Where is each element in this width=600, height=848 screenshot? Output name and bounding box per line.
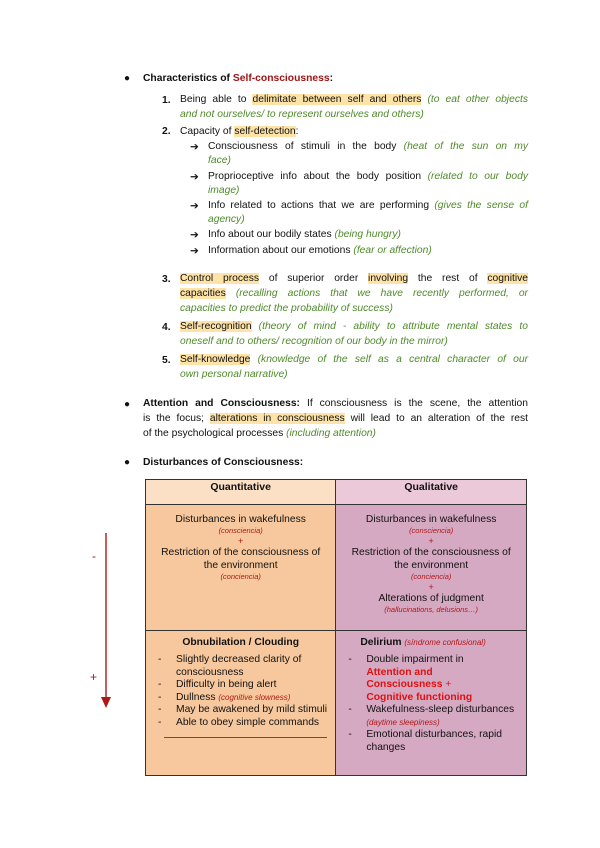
attention-line-2 bbox=[143, 412, 528, 427]
item-1-highlight: delimitate between self and others bbox=[252, 94, 422, 105]
cell-note: (consciencia) bbox=[409, 526, 454, 535]
arrow-icon: ➔ bbox=[190, 142, 199, 153]
item-1-note-1: (to eat other objects bbox=[427, 94, 528, 105]
arrow-item-text: Proprioceptive info about the body position bbox=[208, 171, 428, 182]
divider bbox=[164, 737, 327, 738]
cell-line: the environment bbox=[203, 560, 278, 571]
cell-note: (conciencia) bbox=[410, 572, 452, 581]
item-3-text-1: of superior order bbox=[259, 273, 369, 284]
cell-line: Restriction of the consciousness of bbox=[351, 547, 511, 558]
list-item: - Slightly decreased clarity of consciousness bbox=[158, 654, 302, 678]
attention-highlight: alterations in consciousness bbox=[209, 413, 345, 424]
item-4-line-1 bbox=[180, 320, 528, 335]
quantitative-top-cell bbox=[146, 505, 336, 631]
item-5-highlight: Self-knowledge bbox=[180, 354, 251, 365]
title-highlight: Self-consciousness bbox=[232, 73, 330, 84]
arrow-item-4 bbox=[208, 228, 401, 242]
item-2-line bbox=[180, 125, 299, 139]
scale-minus-label: - bbox=[92, 549, 96, 563]
section-title-self bbox=[143, 72, 333, 86]
arrow-item-note: (related to our body bbox=[427, 171, 528, 182]
item-number: 4. bbox=[162, 322, 171, 333]
arrow-icon: ➔ bbox=[190, 230, 199, 241]
item-1-line-1 bbox=[180, 93, 528, 108]
delirium-list bbox=[342, 654, 520, 754]
item-1-pre: Being able to bbox=[180, 94, 253, 105]
arrow-item-text: Info related to actions that we are performing bbox=[208, 200, 435, 211]
item-number: 5. bbox=[162, 355, 171, 366]
attention-text-2a: is the focus; bbox=[143, 413, 210, 424]
header-quantitative: Quantitative bbox=[146, 480, 336, 505]
item-3-highlight-2: involving bbox=[368, 273, 409, 284]
arrow-item-note: (gives the sense of bbox=[434, 200, 528, 211]
item-3-line-1 bbox=[180, 272, 528, 287]
disturbances-table bbox=[145, 479, 527, 776]
arrow-item-2 bbox=[208, 170, 528, 185]
item-number: 1. bbox=[162, 95, 171, 106]
title-suffix: : bbox=[329, 73, 334, 84]
item-5-line-1 bbox=[180, 353, 528, 368]
attention-line-3 bbox=[143, 427, 376, 441]
bullet-dot: ● bbox=[124, 457, 131, 468]
item-number: 3. bbox=[162, 274, 171, 285]
item-number: 2. bbox=[162, 126, 171, 137]
list-item: - Difficulty in being alert bbox=[158, 679, 277, 690]
attention-text-1: If consciousness is the scene, the attention bbox=[299, 398, 528, 409]
arrow-item-3 bbox=[208, 199, 528, 214]
arrow-item-text: Information about our emotions bbox=[208, 245, 354, 256]
list-item: - Emotional disturbances, rapid changes bbox=[348, 729, 502, 753]
quantitative-bottom-cell bbox=[146, 631, 336, 776]
arrow-item-5 bbox=[208, 244, 432, 258]
cell-note: (conciencia) bbox=[220, 572, 261, 581]
item-5-note-1: (knowledge of the self as a central character of our bbox=[257, 354, 528, 365]
arrow-item-note-2: agency) bbox=[208, 214, 245, 225]
item-3-note-2: capacities to predict the probability of success) bbox=[180, 303, 393, 314]
attention-title: Attention and Consciousness: bbox=[143, 398, 300, 409]
plus-sign: + bbox=[428, 582, 434, 592]
list-item: - Double impairment in Attention and Consciousness + Cognitive functioning bbox=[348, 654, 473, 703]
attention-note: (including attention) bbox=[286, 428, 376, 439]
attention-line-1 bbox=[143, 397, 528, 412]
arrow-item-note: (being hungry) bbox=[334, 229, 401, 240]
arrow-item-note-2: image) bbox=[208, 185, 240, 196]
bullet-dot: ● bbox=[124, 399, 131, 410]
item-4-note-2: oneself and to others/ recognition of our body in the mirror) bbox=[180, 336, 448, 347]
arrow-item-note: (fear or affection) bbox=[353, 245, 432, 256]
item-2-post: : bbox=[295, 126, 299, 137]
delirium-title: Delirium (síndrome confusional) bbox=[360, 637, 486, 648]
obnubilation-list bbox=[152, 654, 329, 729]
attention-text-2b: will lead to an alteration of the rest bbox=[344, 413, 528, 424]
qualitative-bottom-cell bbox=[336, 631, 527, 776]
item-3-highlight-3: cognitive bbox=[487, 273, 528, 284]
list-item: - Wakefulness-sleep disturbances (daytime sleepiness) bbox=[348, 704, 515, 727]
item-4-note-1: (theory of mind - ability to attribute mental states to bbox=[258, 321, 528, 332]
item-3-text-2: the rest of bbox=[408, 273, 488, 284]
scale-plus-label: + bbox=[90, 670, 98, 684]
obnubilation-title: Obnubilation / Clouding bbox=[182, 637, 299, 648]
item-3-highlight-4: capacities bbox=[180, 288, 226, 299]
arrow-item-text: Info about our bodily states bbox=[208, 229, 335, 240]
title-prefix: Characteristics of bbox=[143, 73, 233, 84]
list-item: - Dullness (cognitive slowness) bbox=[158, 691, 291, 703]
arrow-item-note: (heat of the sun on my bbox=[403, 141, 528, 152]
item-5-note-2: own personal narrative) bbox=[180, 369, 288, 380]
attention-text-3: of the psychological processes bbox=[143, 428, 287, 439]
item-2-pre: Capacity of bbox=[180, 126, 235, 137]
qualitative-top-cell bbox=[336, 505, 527, 631]
arrow-icon: ➔ bbox=[190, 201, 199, 212]
severity-arrow-icon bbox=[100, 533, 112, 709]
cell-line: Restriction of the consciousness of bbox=[161, 547, 321, 558]
header-qualitative: Qualitative bbox=[336, 480, 527, 505]
cell-line: Alterations of judgment bbox=[378, 593, 484, 604]
cell-line: the environment bbox=[394, 560, 469, 571]
arrow-item-text: Consciousness of stimuli in the body bbox=[208, 141, 404, 152]
cell-note: (hallucinations, delusions…) bbox=[384, 605, 479, 614]
list-item: - May be awakened by mild stimuli bbox=[158, 704, 328, 715]
arrow-item-note-2: face) bbox=[208, 155, 231, 166]
bullet-dot: ● bbox=[124, 73, 131, 84]
item-3-note-1: (recalling actions that we have recently performed, or bbox=[235, 288, 528, 299]
item-4-highlight: Self-recognition bbox=[180, 321, 252, 332]
disturbances-title: Disturbances of Consciousness: bbox=[143, 457, 304, 468]
plus-sign: + bbox=[428, 536, 434, 546]
item-1-note-2: and not ourselves/ to represent ourselves and others) bbox=[180, 109, 424, 120]
arrow-icon: ➔ bbox=[190, 172, 199, 183]
item-3-line-2 bbox=[180, 287, 528, 302]
cell-line: Disturbances in wakefulness bbox=[175, 514, 306, 525]
arrow-icon: ➔ bbox=[190, 246, 199, 257]
item-2-highlight: self-detection bbox=[234, 126, 296, 137]
cell-line: Disturbances in wakefulness bbox=[365, 514, 497, 525]
arrow-item-1 bbox=[208, 140, 528, 155]
item-3-highlight-1: Control process bbox=[180, 273, 260, 284]
list-item: - Able to obey simple commands bbox=[158, 716, 320, 728]
cell-note: (consciencia) bbox=[218, 526, 263, 535]
plus-sign: + bbox=[238, 536, 244, 546]
